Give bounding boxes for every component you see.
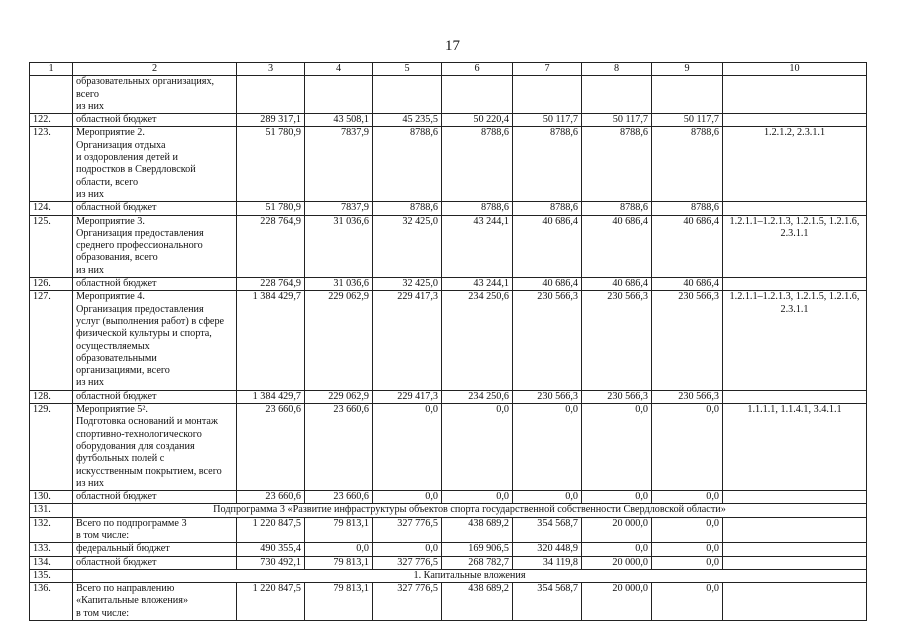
item-name: Всего по подпрограмме 3 в том числе:	[73, 517, 237, 543]
target-codes: 1.2.1.1–1.2.1.3, 1.2.1.5, 1.2.1.6, 2.3.1.1	[723, 291, 867, 390]
value-2024: 0,0	[305, 543, 373, 556]
total-value: 1 220 847,5	[237, 517, 305, 543]
target-codes	[723, 556, 867, 569]
row-number: 130.	[30, 491, 73, 504]
total-value: 228 764,9	[237, 215, 305, 277]
total-value: 730 492,1	[237, 556, 305, 569]
table-row	[30, 491, 867, 504]
total-value: 1 384 429,7	[237, 291, 305, 390]
value-2024: 229 062,9	[305, 291, 373, 390]
table-row	[30, 543, 867, 556]
value-2026: 43 244,1	[442, 278, 513, 291]
value-2027	[513, 76, 582, 114]
value-2026: 169 906,5	[442, 543, 513, 556]
header-row	[30, 63, 867, 76]
value-2027: 230 566,3	[513, 291, 582, 390]
item-name: областной бюджет	[73, 390, 237, 403]
value-2028: 0,0	[582, 543, 652, 556]
value-2026: 50 220,4	[442, 114, 513, 127]
target-codes	[723, 114, 867, 127]
target-codes: 1.1.1.1, 1.1.4.1, 3.4.1.1	[723, 404, 867, 491]
item-name: Мероприятие 5². Подготовка оснований и монтаж спортивно-технологического оборудования для создания футбольных полей с искусственным покрытием, всего из них	[73, 404, 237, 491]
table-row	[30, 583, 867, 621]
header-cell: 1	[30, 63, 73, 76]
value-2024: 31 036,6	[305, 278, 373, 291]
table-row	[30, 114, 867, 127]
total-value: 51 780,9	[237, 127, 305, 202]
total-value	[237, 76, 305, 114]
value-2026: 8788,6	[442, 202, 513, 215]
value-2027: 0,0	[513, 491, 582, 504]
value-2025: 229 417,3	[373, 291, 442, 390]
item-name: областной бюджет	[73, 278, 237, 291]
item-name: образовательных организациях, всего из них	[73, 76, 237, 114]
table-row	[30, 504, 867, 517]
value-2029	[652, 76, 723, 114]
value-2026: 0,0	[442, 491, 513, 504]
value-2029: 8788,6	[652, 127, 723, 202]
total-value: 1 220 847,5	[237, 583, 305, 621]
value-2028: 20 000,0	[582, 517, 652, 543]
value-2029: 0,0	[652, 517, 723, 543]
header-cell: 7	[513, 63, 582, 76]
value-2026	[442, 76, 513, 114]
row-number: 129.	[30, 404, 73, 491]
table-row	[30, 278, 867, 291]
value-2025: 8788,6	[373, 202, 442, 215]
value-2024: 229 062,9	[305, 390, 373, 403]
value-2027: 354 568,7	[513, 517, 582, 543]
item-name: областной бюджет	[73, 114, 237, 127]
row-number: 131.	[30, 504, 73, 517]
item-name: областной бюджет	[73, 491, 237, 504]
value-2025: 229 417,3	[373, 390, 442, 403]
value-2024: 79 813,1	[305, 517, 373, 543]
item-name: Всего по направлению «Капитальные вложения» в том числе:	[73, 583, 237, 621]
value-2027: 8788,6	[513, 127, 582, 202]
target-codes	[723, 543, 867, 556]
value-2029: 0,0	[652, 491, 723, 504]
value-2024: 79 813,1	[305, 583, 373, 621]
row-number: 135.	[30, 569, 73, 582]
table-row	[30, 556, 867, 569]
item-name: федеральный бюджет	[73, 543, 237, 556]
value-2024: 79 813,1	[305, 556, 373, 569]
value-2025: 32 425,0	[373, 278, 442, 291]
value-2028: 8788,6	[582, 202, 652, 215]
value-2029: 230 566,3	[652, 291, 723, 390]
row-number: 136.	[30, 583, 73, 621]
table-body	[30, 63, 867, 621]
value-2029: 230 566,3	[652, 390, 723, 403]
value-2029: 40 686,4	[652, 215, 723, 277]
budget-table	[29, 62, 867, 621]
row-number: 123.	[30, 127, 73, 202]
row-number: 133.	[30, 543, 73, 556]
value-2028: 40 686,4	[582, 278, 652, 291]
value-2026: 0,0	[442, 404, 513, 491]
table-row	[30, 517, 867, 543]
target-codes	[723, 76, 867, 114]
header-cell: 8	[582, 63, 652, 76]
value-2027: 40 686,4	[513, 278, 582, 291]
row-number: 126.	[30, 278, 73, 291]
row-number: 128.	[30, 390, 73, 403]
value-2028: 0,0	[582, 491, 652, 504]
value-2026: 268 782,7	[442, 556, 513, 569]
total-value: 228 764,9	[237, 278, 305, 291]
value-2027: 40 686,4	[513, 215, 582, 277]
table-row	[30, 291, 867, 390]
table-row	[30, 202, 867, 215]
value-2025: 327 776,5	[373, 583, 442, 621]
table-row	[30, 127, 867, 202]
value-2024: 7837,9	[305, 127, 373, 202]
header-cell: 5	[373, 63, 442, 76]
value-2029: 40 686,4	[652, 278, 723, 291]
table-row	[30, 215, 867, 277]
value-2026: 438 689,2	[442, 517, 513, 543]
value-2027: 8788,6	[513, 202, 582, 215]
value-2025: 0,0	[373, 543, 442, 556]
value-2028: 20 000,0	[582, 556, 652, 569]
target-codes	[723, 583, 867, 621]
value-2026: 8788,6	[442, 127, 513, 202]
value-2029: 0,0	[652, 583, 723, 621]
row-number: 124.	[30, 202, 73, 215]
value-2024: 7837,9	[305, 202, 373, 215]
target-codes	[723, 517, 867, 543]
value-2025: 8788,6	[373, 127, 442, 202]
value-2029: 0,0	[652, 404, 723, 491]
section-title: 1. Капитальные вложения	[73, 569, 867, 582]
value-2025: 0,0	[373, 404, 442, 491]
header-cell: 6	[442, 63, 513, 76]
value-2027: 230 566,3	[513, 390, 582, 403]
value-2026: 234 250,6	[442, 291, 513, 390]
target-codes	[723, 491, 867, 504]
item-name: областной бюджет	[73, 202, 237, 215]
value-2025: 327 776,5	[373, 556, 442, 569]
value-2025	[373, 76, 442, 114]
value-2027: 50 117,7	[513, 114, 582, 127]
item-name: Мероприятие 3. Организация предоставления среднего профессионального образования, всего из них	[73, 215, 237, 277]
value-2029: 0,0	[652, 556, 723, 569]
row-number	[30, 76, 73, 114]
value-2026: 438 689,2	[442, 583, 513, 621]
target-codes: 1.2.1.2, 2.3.1.1	[723, 127, 867, 202]
table-row	[30, 76, 867, 114]
value-2024	[305, 76, 373, 114]
value-2028: 20 000,0	[582, 583, 652, 621]
row-number: 125.	[30, 215, 73, 277]
total-value: 23 660,6	[237, 404, 305, 491]
row-number: 122.	[30, 114, 73, 127]
row-number: 132.	[30, 517, 73, 543]
value-2024: 23 660,6	[305, 491, 373, 504]
item-name: Мероприятие 2. Организация отдыха и оздоровления детей и подростков в Свердловской области, всего из них	[73, 127, 237, 202]
table-row	[30, 390, 867, 403]
value-2027: 354 568,7	[513, 583, 582, 621]
value-2029: 50 117,7	[652, 114, 723, 127]
section-title: Подпрограмма 3 «Развитие инфраструктуры объектов спорта государственной собственности Свердловской области»	[73, 504, 867, 517]
value-2027: 320 448,9	[513, 543, 582, 556]
total-value: 490 355,4	[237, 543, 305, 556]
value-2027: 34 119,8	[513, 556, 582, 569]
value-2025: 327 776,5	[373, 517, 442, 543]
total-value: 23 660,6	[237, 491, 305, 504]
value-2024: 31 036,6	[305, 215, 373, 277]
value-2028: 40 686,4	[582, 215, 652, 277]
value-2028: 230 566,3	[582, 291, 652, 390]
page-number: 17	[445, 38, 460, 54]
target-codes	[723, 390, 867, 403]
value-2028: 8788,6	[582, 127, 652, 202]
row-number: 134.	[30, 556, 73, 569]
value-2028: 50 117,7	[582, 114, 652, 127]
value-2025: 32 425,0	[373, 215, 442, 277]
table-row	[30, 569, 867, 582]
target-codes	[723, 278, 867, 291]
value-2024: 23 660,6	[305, 404, 373, 491]
header-cell: 4	[305, 63, 373, 76]
item-name: Мероприятие 4. Организация предоставления услуг (выполнения работ) в сфере физической культуры и спорта, осуществляемых образовательными организациями, всего из них	[73, 291, 237, 390]
value-2026: 234 250,6	[442, 390, 513, 403]
header-cell: 3	[237, 63, 305, 76]
target-codes: 1.2.1.1–1.2.1.3, 1.2.1.5, 1.2.1.6, 2.3.1.1	[723, 215, 867, 277]
header-cell: 10	[723, 63, 867, 76]
value-2026: 43 244,1	[442, 215, 513, 277]
value-2027: 0,0	[513, 404, 582, 491]
header-cell: 9	[652, 63, 723, 76]
table-row	[30, 404, 867, 491]
value-2028	[582, 76, 652, 114]
value-2025: 45 235,5	[373, 114, 442, 127]
total-value: 289 317,1	[237, 114, 305, 127]
item-name: областной бюджет	[73, 556, 237, 569]
total-value: 1 384 429,7	[237, 390, 305, 403]
value-2024: 43 508,1	[305, 114, 373, 127]
value-2029: 8788,6	[652, 202, 723, 215]
value-2028: 230 566,3	[582, 390, 652, 403]
target-codes	[723, 202, 867, 215]
row-number: 127.	[30, 291, 73, 390]
header-cell: 2	[73, 63, 237, 76]
value-2029: 0,0	[652, 543, 723, 556]
total-value: 51 780,9	[237, 202, 305, 215]
value-2025: 0,0	[373, 491, 442, 504]
value-2028: 0,0	[582, 404, 652, 491]
